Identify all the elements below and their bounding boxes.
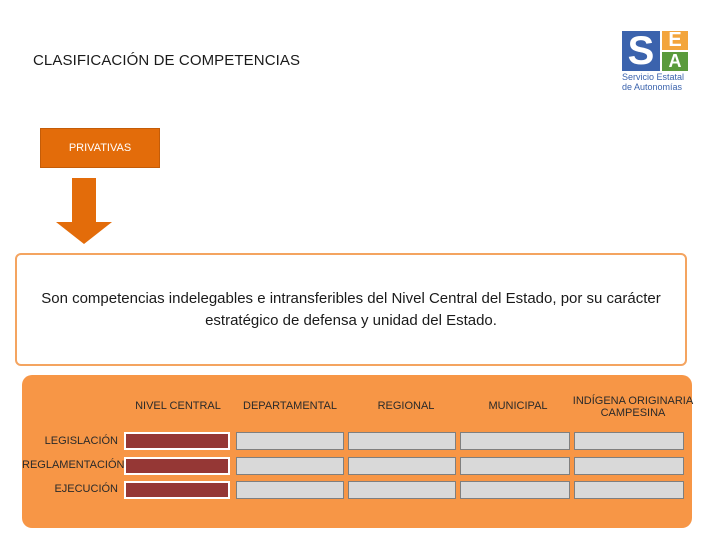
matrix-cell [574,481,684,499]
matrix-cell [574,432,684,450]
down-arrow-icon [56,178,112,244]
matrix-cell [236,457,344,475]
column-header-indigena: INDÍGENA ORIGINARIA CAMPESINA [572,395,694,419]
matrix-cell [348,432,456,450]
logo-tiles [622,31,692,71]
logo-letter-s: S [622,31,660,71]
column-header-departamental: DEPARTAMENTAL [243,400,337,412]
column-header-regional: REGIONAL [377,400,435,412]
sea-logo [622,31,692,97]
slide-title: CLASIFICACIÓN DE COMPETENCIAS [33,52,301,69]
matrix-cell [236,432,344,450]
row-header-reglamentacion: REGLAMENTACIÓN [22,459,125,471]
column-header-municipal: MUNICIPAL [488,400,548,412]
definition-text: Son competencias indelegables e intransferibles del Nivel Central del Estado, por su carácter estratégico de defensa y unidad del Estado. [41,289,661,329]
matrix-cell [236,481,344,499]
logo-subtitle-line: de Autonomías [622,82,683,92]
logo-letter-a: A [662,52,688,71]
matrix-cell [348,457,456,475]
column-header-nivel-central: NIVEL CENTRAL [135,400,221,412]
matrix-cell [348,481,456,499]
row-header-ejecucion: EJECUCIÓN [54,483,118,495]
privativas-button[interactable]: PRIVATIVAS [40,128,160,168]
matrix-cell [460,457,570,475]
matrix-cell [124,481,230,499]
matrix-cell [124,432,230,450]
logo-subtitle [622,72,712,92]
matrix-cell [124,457,230,475]
logo-letter-e: E [662,31,688,50]
matrix-cell [460,432,570,450]
logo-subtitle-line: Servicio Estatal [622,72,685,82]
row-header-legislacion: LEGISLACIÓN [44,435,118,447]
competence-matrix [22,375,692,528]
matrix-cell [460,481,570,499]
matrix-cell [574,457,684,475]
definition-box [15,253,687,366]
